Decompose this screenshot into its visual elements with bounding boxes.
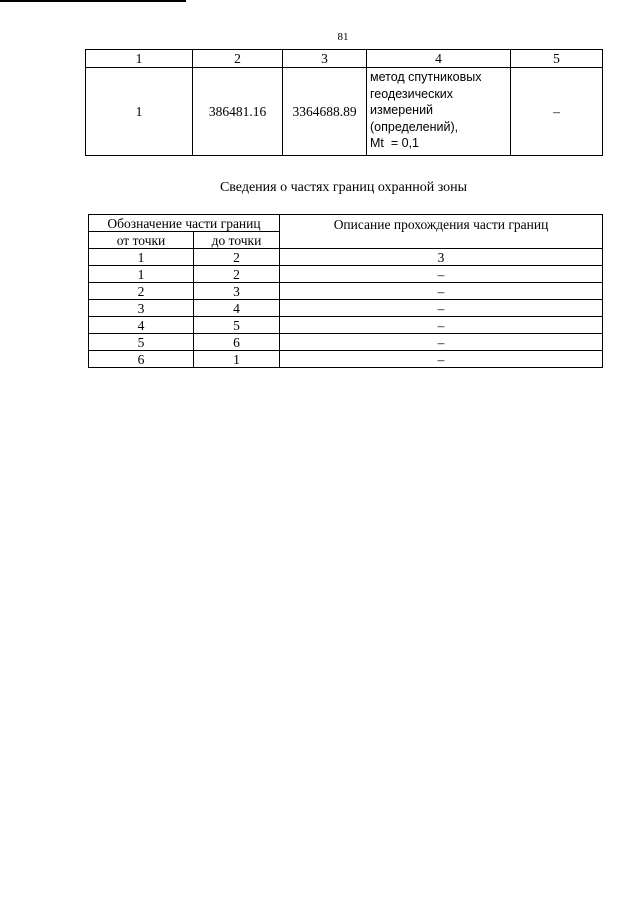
coordinates-table	[85, 49, 603, 156]
to-point-cell: 1	[194, 351, 280, 368]
from-point-cell: 4	[89, 317, 194, 334]
description-cell: –	[280, 334, 603, 351]
group-header-cell: Обозначение части границ	[89, 215, 280, 232]
table-header-row	[89, 215, 603, 232]
description-cell: –	[280, 317, 603, 334]
x-coordinate-cell: 386481.16	[193, 68, 283, 156]
method-line: Mt = 0,1	[370, 136, 419, 150]
to-point-header-cell: до точки	[194, 232, 280, 249]
table-row	[89, 283, 603, 300]
table-row	[86, 68, 603, 156]
method-line: (определений),	[370, 119, 459, 134]
from-point-cell: 2	[89, 283, 194, 300]
section-caption: Сведения о частях границ охранной зоны	[219, 180, 468, 195]
table-row	[89, 266, 603, 283]
method-cell	[367, 68, 511, 156]
from-point-cell: 5	[89, 334, 194, 351]
description-cell: –	[280, 300, 603, 317]
method-line: геодезических	[370, 86, 454, 101]
table-row	[89, 300, 603, 317]
from-point-cell: 3	[89, 300, 194, 317]
note-cell: –	[511, 68, 603, 156]
table-row	[89, 249, 603, 266]
table-row	[89, 317, 603, 334]
header-cell: 5	[511, 50, 603, 68]
header-cell: 3	[283, 50, 367, 68]
table-row	[89, 334, 603, 351]
point-number-cell: 1	[86, 68, 193, 156]
description-cell: 3	[280, 249, 603, 266]
boundary-parts-table	[88, 214, 603, 368]
top-rule	[0, 0, 186, 2]
to-point-cell: 5	[194, 317, 280, 334]
to-point-cell: 3	[194, 283, 280, 300]
description-cell: –	[280, 283, 603, 300]
y-coordinate-cell: 3364688.89	[283, 68, 367, 156]
method-line: измерений	[370, 103, 434, 117]
to-point-cell: 2	[194, 266, 280, 283]
method-line: метод спутниковых	[370, 70, 482, 84]
table-header-row	[86, 50, 603, 68]
description-header-cell: Описание прохождения части границ	[280, 215, 603, 249]
table-row	[89, 351, 603, 368]
description-cell: –	[280, 266, 603, 283]
header-cell: 2	[193, 50, 283, 68]
page-number: 81	[337, 31, 349, 43]
description-cell: –	[280, 351, 603, 368]
header-cell: 4	[367, 50, 511, 68]
to-point-cell: 6	[194, 334, 280, 351]
to-point-cell: 4	[194, 300, 280, 317]
to-point-cell: 2	[194, 249, 280, 266]
from-point-cell: 1	[89, 266, 194, 283]
from-point-cell: 6	[89, 351, 194, 368]
from-point-cell: 1	[89, 249, 194, 266]
from-point-header-cell: от точки	[89, 232, 194, 249]
header-cell: 1	[86, 50, 193, 68]
